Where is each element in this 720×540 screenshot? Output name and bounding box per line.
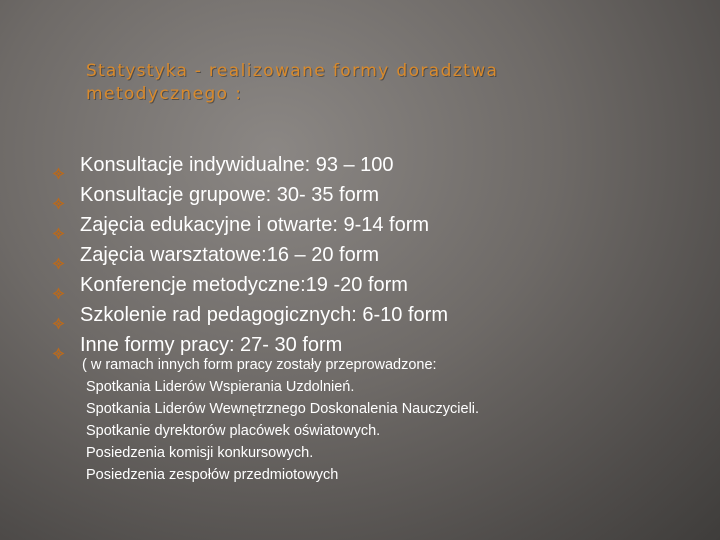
list-item-text: Konsultacje grupowe: 30- 35 form — [80, 184, 380, 206]
diamond-bullet-icon — [52, 309, 65, 322]
list-item-text: Zajęcia edukacyjne i otwarte: 9-14 form — [80, 214, 430, 236]
diamond-bullet-icon — [52, 249, 65, 262]
list-item-text: Konferencje metodyczne:19 -20 form — [80, 274, 408, 296]
diamond-bullet-icon — [52, 159, 65, 172]
list-item — [52, 300, 448, 330]
title-lead: Statystyka - — [86, 61, 203, 81]
note-line: Posiedzenia zespołów przedmiotowych — [86, 467, 339, 483]
list-item — [52, 210, 448, 240]
diamond-bullet-icon — [52, 189, 65, 202]
diamond-bullet-icon — [52, 219, 65, 232]
bullet-list — [52, 150, 448, 360]
list-item — [52, 180, 448, 210]
title-rest: realizowane formy doradztwa metodycznego : — [86, 61, 499, 104]
note-line: Spotkania Liderów Wspierania Uzdolnień. — [86, 379, 355, 395]
note-block — [82, 354, 479, 486]
diamond-bullet-icon — [52, 279, 65, 292]
list-item — [52, 150, 448, 180]
list-item-text: Szkolenie rad pedagogicznych: 6-10 form — [80, 304, 448, 326]
note-line: Posiedzenia komisji konkursowych. — [86, 445, 314, 461]
list-item — [52, 270, 448, 300]
diamond-bullet-icon — [52, 339, 65, 352]
list-item — [52, 240, 448, 270]
note-intro: ( w ramach innych form pracy zostały przeprowadzone: — [82, 357, 437, 373]
note-line: Spotkania Liderów Wewnętrznego Doskonalenia Nauczycieli. — [86, 401, 480, 417]
note-line: Spotkanie dyrektorów placówek oświatowych. — [86, 423, 381, 439]
list-item-text: Inne formy pracy: 27- 30 form — [80, 334, 343, 356]
list-item-text: Zajęcia warsztatowe:16 – 20 form — [80, 244, 380, 266]
list-item-text: Konsultacje indywidualne: 93 – 100 — [80, 154, 394, 176]
slide-title — [86, 60, 646, 106]
